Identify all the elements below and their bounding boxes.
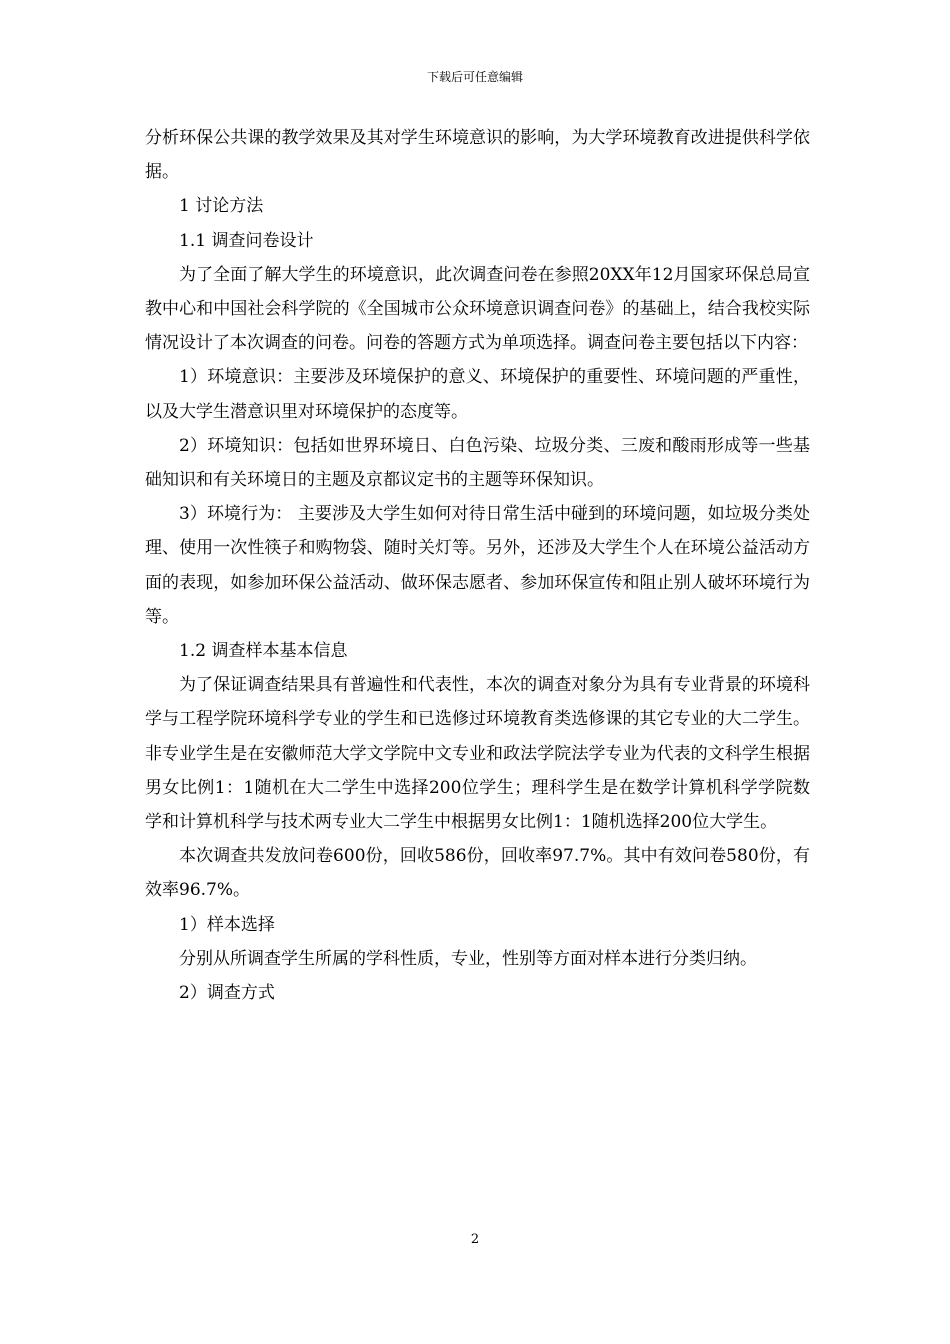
page-header: 下载后可任意编辑 <box>426 70 523 84</box>
paragraph-response-rate: 本次调查共发放问卷600份，回收586份，回收率97.7%。其中有效问卷580份，有效率96.7%。 <box>145 846 810 901</box>
paragraph-questionnaire: 为了全面了解大学生的环境意识，此次调查问卷在参照20XX年12月国家环保总局宣教中心和中国社会科学院的《全国城市公众环境意识调查问卷》的基础上，结合我校实际情况设计了本次调查的问卷。问卷的答题方式为单项选择。调查问卷主要包括以下内容： <box>145 264 810 354</box>
paragraph-awareness: 1）环境意识：主要涉及环境保护的意义、环境保护的重要性、环境问题的严重性，以及大学生潜意识里对环境保护的态度等。 <box>145 367 810 422</box>
document-body <box>145 121 810 1010</box>
paragraph-sample-selection: 分别从所调查学生所属的学科性质，专业，性别等方面对样本进行分类归纳。 <box>179 948 757 969</box>
paragraph-knowledge: 2）环境知识：包括如世界环境日、白色污染、垃圾分类、三废和酸雨形成等一些基础知识和有关环境日的主题及京都议定书的主题等环保知识。 <box>145 435 810 491</box>
paragraph-behavior: 3）环境行为： 主要涉及大学生如何对待日常生活中碰到的环境问题，如垃圾分类处理、使用一次性筷子和购物袋、随时关灯等。另外，还涉及大学生个人在环境公益活动方面的表现，如参加环保公益活动、做环保志愿者、参加环保宣传和阻止别人破坏环境行为等。 <box>145 504 810 627</box>
heading-sample-info: 1.2 调查样本基本信息 <box>179 641 348 662</box>
heading-sample-selection: 1）样本选择 <box>179 914 275 935</box>
heading-survey-method: 2）调查方式 <box>179 983 275 1004</box>
paragraph-sample-subjects: 为了保证调查结果具有普遍性和代表性，本次的调查对象分为具有专业背景的环境科学与工程学院环境科学专业的学生和已选修过环境教育类选修课的其它专业的大二学生。非专业学生是在安徽师范大学文学院中文专业和政法学院法学专业为代表的文科学生根据男女比例1：1随机在大二学生中选择200位学生；理科学生是在数学计算机科学学院数学和计算机科学与技术两专业大二学生中根据男女比例1：1随机选择200位大学生。 <box>145 675 810 833</box>
page-number: 2 <box>470 1232 480 1247</box>
paragraph-intro: 分析环保公共课的教学效果及其对学生环境意识的影响，为大学环境教育改进提供科学依据。 <box>145 128 810 183</box>
heading-methods: 1 讨论方法 <box>179 196 264 217</box>
heading-questionnaire-design: 1.1 调查问卷设计 <box>179 230 314 251</box>
